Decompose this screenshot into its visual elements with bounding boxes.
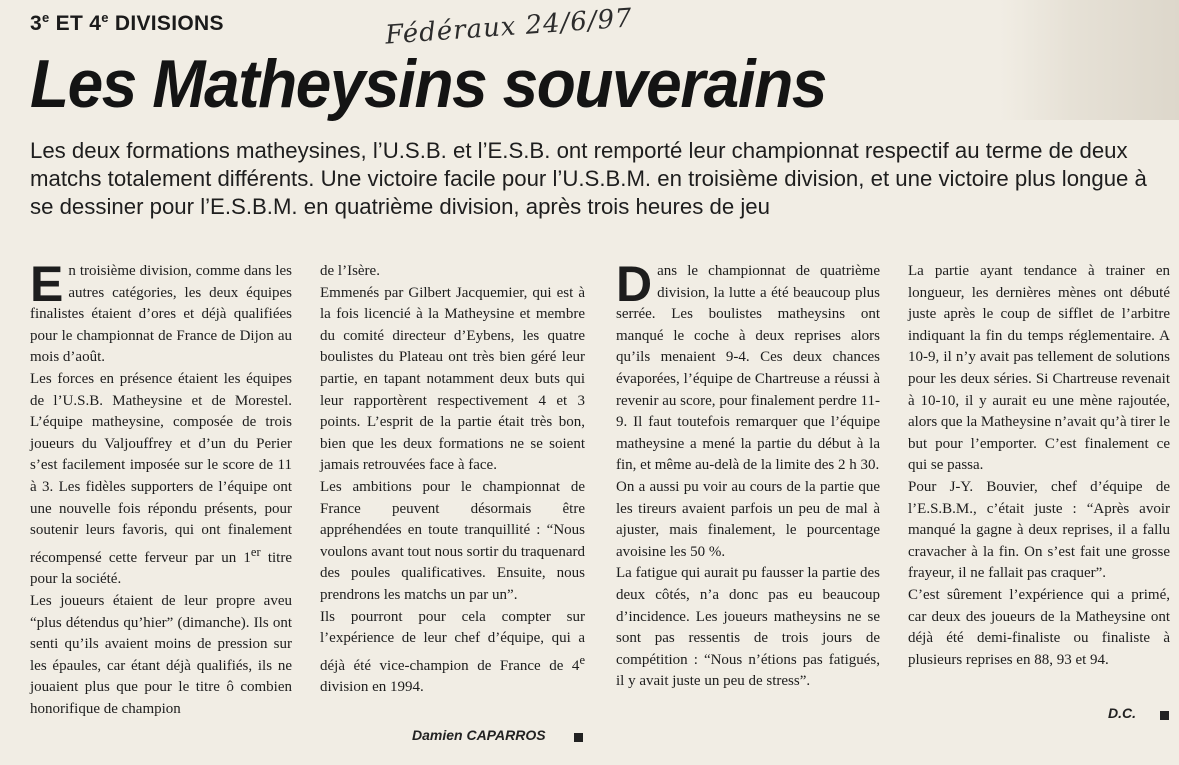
end-mark	[574, 733, 583, 742]
article-column-4	[908, 261, 1170, 671]
adjacent-page-bleed	[1000, 0, 1179, 120]
paragraph: Les ambitions pour le championnat de France peuvent désormais être appréhendées en toute tranquillité : “Nous voulons avant tout nous sortir du traquenard des poules qualificatives. Ensuite, nous prendrons les matchs un par un”.	[320, 478, 585, 603]
article-column-3	[616, 256, 880, 693]
paragraph: Emmenés par Gilbert Jacquemier, qui est à la fois licencié à la Matheysine et membre du comité directeur d’Eybens, les quatre boulistes du Plateau ont très bien géré leur partie, en tapant notamment deux buts qui leur rapportèrent respectivement 4 et 3 points. L’esprit de la partie était très bon, bien que les deux formations ne se soient jamais retrouvées face à face.	[320, 284, 585, 474]
paragraph: On a aussi pu voir au cours de la partie que les tireurs avaient parfois un peu de mal à ajuster, mais finalement, le pourcentage avoisine les 50 %.	[616, 478, 880, 560]
paragraph: Les forces en présence étaient les équipes de l’U.S.B. Matheysine et de Morestel. L’équipe matheysine, composée de trois joueurs du Valjouffrey et d’un du Perier s’est facilement imposée sur le score de 11 à 3. Les fidèles supporters de l’équipe ont une nouvelle fois répondu présents, pour soutenir leurs favoris, qui ont finalement récompensé cette ferveur par un 1er titre pour la société.	[30, 370, 292, 588]
author-initials: D.C.	[1108, 705, 1136, 721]
paragraph: n troisième division, comme dans les autres catégories, les deux équipes finalistes étaient d’ores et déjà qualifiées pour le championnat de France de Dijon au mois d’août.	[30, 263, 292, 366]
section-supertitle: 3e ET 4e DIVISIONS	[30, 10, 224, 35]
paragraph: La partie ayant tendance à trainer en longueur, les dernières mènes ont débuté juste après le coup de sifflet de l’arbitre indiquant la fin du temps réglementaire. A 10-9, il n’y avait pas tellement de solutions pour les deux séries. Si Chartreuse revenait à 10-10, il y aurait eu une mène rajoutée, alors que la Matheysine n’avait qu’à tirer le but pour l’emporter. C’est finalement ce qui se passa.	[908, 263, 1170, 474]
drop-cap: E	[30, 256, 64, 312]
handwritten-note: Fédéraux 24/6/97	[384, 3, 634, 51]
author-signature: Damien CAPARROS	[412, 727, 546, 743]
paragraph: Les joueurs étaient de leur propre aveu “plus détendus qu’hier” (dimanche). Ils ont senti qu’ils avaient moins de pression sur les épaules, car étant déjà qualifiés, ils ne jouaient plus que pour le titre ô combien honorifique de champion	[30, 592, 292, 717]
article-column-1	[30, 256, 292, 720]
paragraph: Pour J-Y. Bouvier, chef d’équipe de l’E.S.B.M., c’était juste : “Après avoir manqué la gagne à deux reprises, il a fallu cravacher à la fin. On s’est fait une grosse frayeur, il ne fallait pas craquer”.	[908, 478, 1170, 582]
paragraph: La fatigue qui aurait pu fausser la partie des deux côtés, n’a donc pas eu beaucoup d’incidence. Les joueurs matheysins ne se sont pas ressentis de trois jours de compétition : “Nous n’étions pas fatigués, il y avait juste un peu de stress”.	[616, 565, 880, 690]
paragraph: ans le championnat de quatrième division, la lutte a été beaucoup plus serrée. Les boulistes matheysins ont manqué le coche à deux reprises alors qu’ils menaient 9-4. Ces deux chances évaporées, l’équipe de Chartreuse a réussi à revenir au score, pour finalement perdre 11-9. Il faut toutefois remarquer que l’équipe matheysine a mené la partie du début à la fin, et même au-delà de la limite des 2 h 30.	[616, 263, 880, 474]
drop-cap: D	[616, 256, 653, 312]
headline: Les Matheysins souverains	[30, 46, 827, 122]
end-mark	[1160, 711, 1169, 720]
paragraph: de l’Isère.	[320, 263, 380, 279]
lead-paragraph: Les deux formations matheysines, l’U.S.B. et l’E.S.B. ont remporté leur championnat respectif au terme de deux matchs totalement différents. Une victoire facile pour l’U.S.B.M. en troisième division, et une victoire plus longue à se dessiner pour l’E.S.B.M. en quatrième division, après trois heures de jeu	[30, 138, 1147, 219]
paragraph: Ils pourront pour cela compter sur l’expérience de leur chef d’équipe, qui a déjà été vice-champion de France de 4e division en 1994.	[320, 608, 585, 696]
paragraph: C’est sûrement l’expérience qui a primé, car deux des joueurs de la Matheysine ont déjà été demi-finaliste ou finaliste à plusieurs reprises en 88, 93 et 94.	[908, 586, 1170, 668]
article-column-2	[320, 261, 585, 699]
